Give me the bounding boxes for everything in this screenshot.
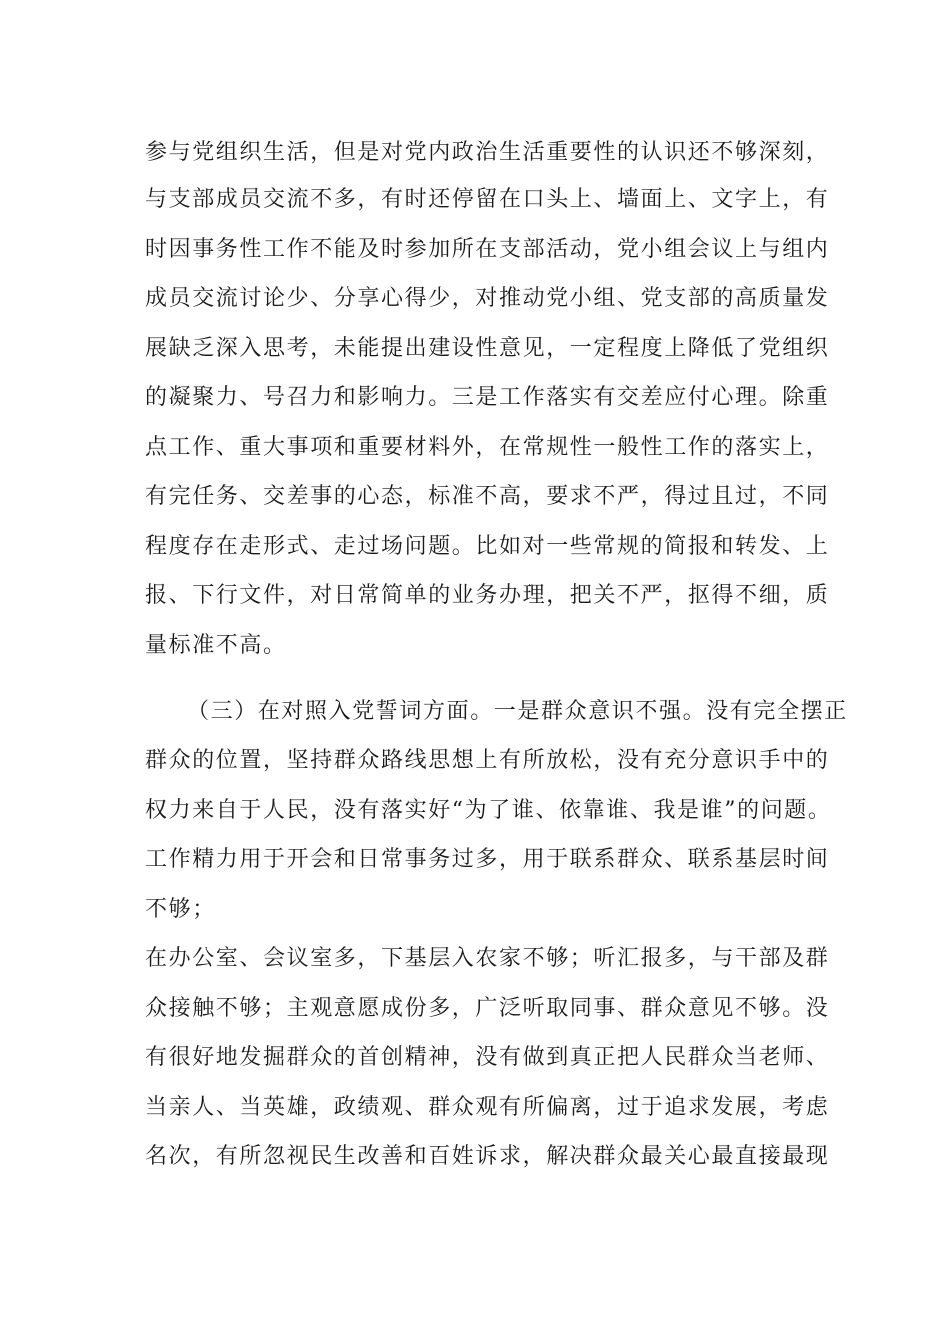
text-line: 不够； <box>145 897 216 922</box>
text-line: 群众的位置，坚持群众路线思想上有所放松，没有充分意识手中的 <box>145 748 830 773</box>
text-line: 权力来自于人民，没有落实好“为了谁、依靠谁、我是谁”的问题。 <box>145 798 832 823</box>
text-line: 参与党组织生活，但是对党内政治生活重要性的认识还不够深刻， <box>145 140 830 165</box>
text-line: 时因事务性工作不能及时参加所在支部活动，党小组会议上与组内 <box>145 237 830 262</box>
text-line: 在办公室、会议室多，下基层入农家不够；听汇报多，与干部及群 <box>145 946 830 971</box>
text-line: 有很好地发掘群众的首创精神，没有做到真正把人民群众当老师、 <box>145 1045 830 1070</box>
text-line: （三）在对照入党誓词方面。一是群众意识不强。没有完全摆正 <box>187 699 848 724</box>
text-line: 量标准不高。 <box>145 633 287 658</box>
text-line: 报、下行文件，对日常简单的业务办理，把关不严，抠得不细，质 <box>145 583 830 608</box>
text-line: 的凝聚力、号召力和影响力。三是工作落实有交差应付心理。除重 <box>145 385 830 410</box>
text-line: 点工作、重大事项和重要材料外，在常规性一般性工作的落实上， <box>145 435 830 460</box>
text-line: 有完任务、交差事的心态，标准不高，要求不严，得过且过，不同 <box>145 484 830 509</box>
text-line: 展缺乏深入思考，未能提出建设性意见，一定程度上降低了党组织 <box>145 336 830 361</box>
text-line: 名次，有所忽视民生改善和百姓诉求，解决群众最关心最直接最现 <box>145 1144 830 1169</box>
text-line: 与支部成员交流不多，有时还停留在口头上、墙面上、文字上，有 <box>145 187 830 212</box>
text-line: 工作精力用于开会和日常事务过多，用于联系群众、联系基层时间 <box>145 847 830 872</box>
text-line: 当亲人、当英雄，政绩观、群众观有所偏离，过于追求发展，考虑 <box>145 1095 830 1120</box>
text-line: 众接触不够；主观意愿成份多，广泛听取同事、群众意见不够。没 <box>145 996 830 1021</box>
text-line: 程度存在走形式、走过场问题。比如对一些常规的简报和转发、上 <box>145 534 830 559</box>
text-line: 成员交流讨论少、分享心得少，对推动党小组、党支部的高质量发 <box>145 286 830 311</box>
